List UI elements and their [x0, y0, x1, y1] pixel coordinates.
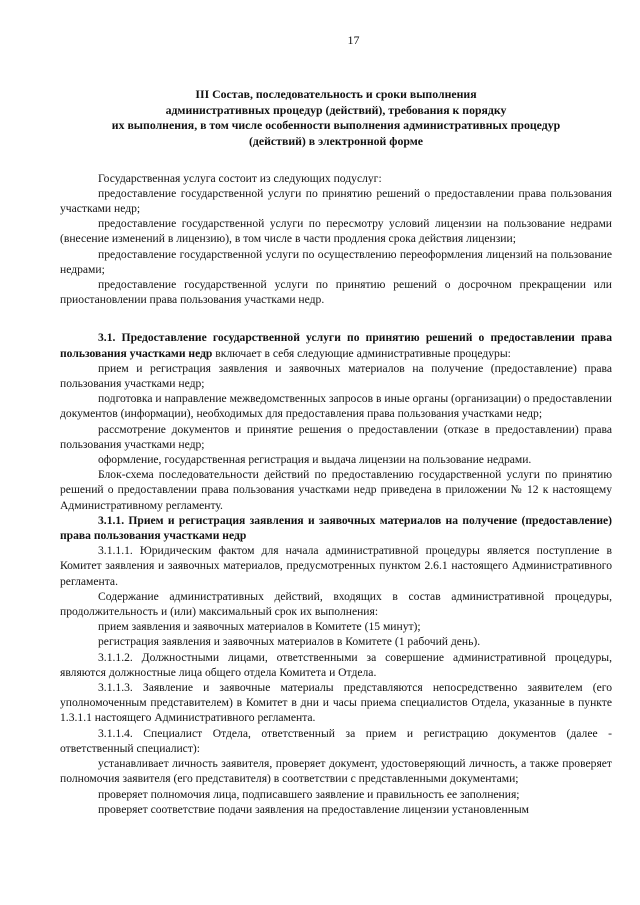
paragraph: Блок-схема последовательности действий по предоставлению государственной услуги по принятию решений о предоставлении права пользования участками недр приведена в приложении № 12 к настоящему Административному регламенту. [60, 468, 612, 512]
paragraph: Государственная услуга состоит из следующих подуслуг: [98, 171, 382, 185]
paragraph: 3.1.1.3. Заявление и заявочные материалы представляются непосредственно заявителем (его уполномоченным представителем) в Комитет в дни и часы приема специалистов Отдела, указанные в пункте 1.3.1.1 настоящего Административного регламента. [60, 681, 612, 725]
paragraph: рассмотрение документов и принятие решения о предоставлении (отказе в предоставлении) права пользования участками недр; [60, 422, 612, 451]
paragraph-rest: включает в себя следующие административные процедуры: [212, 346, 511, 360]
paragraph: прием заявления и заявочных материалов в Комитете (15 минут); [98, 620, 421, 634]
paragraph-3-1 [60, 330, 612, 360]
paragraph: предоставление государственной услуги по пересмотру условий лицензии на пользование недрами (внесение изменений в лицензию), в том числе в части продления срока действия лицензии; [60, 217, 612, 246]
subsection-heading-3-1-1: 3.1.1. Прием и регистрация заявления и заявочных материалов на получение (предоставление) права пользования участками недр [60, 513, 612, 543]
heading-line: их выполнения, в том числе особенности выполнения административных процедур [111, 118, 561, 133]
paragraph: 3.1.1.4. Специалист Отдела, ответственный за прием и регистрацию документов (далее - ответственный специалист): [60, 726, 612, 755]
heading-line: административных процедур (действий), требования к порядку [165, 102, 507, 117]
paragraph: предоставление государственной услуги по принятию решений о досрочном прекращении или приостановлении права пользования участками недр. [60, 278, 612, 307]
paragraph: устанавливает личность заявителя, проверяет документ, удостоверяющий личность, а также проверяет полномочия заявителя (его представителя) в соответствии с представленными документами; [60, 757, 612, 786]
page-number: 17 [347, 33, 360, 47]
paragraph: оформление, государственная регистрация и выдача лицензии на пользование недрами. [98, 453, 532, 467]
paragraph-bold-lead: 3.1. Предоставление государственной услуги по принятию решений о предоставлении права пользования участками недр [60, 331, 612, 360]
paragraph: прием и регистрация заявления и заявочных материалов на получение (предоставление) права пользования участками недр; [60, 361, 612, 391]
paragraph: регистрация заявления и заявочных материалов в Комитете (1 рабочий день). [98, 635, 481, 649]
paragraph: Содержание административных действий, входящих в состав административной процедуры, продолжительность и (или) максимальный срок их выполнения: [60, 589, 612, 619]
paragraph: подготовка и направление межведомственных запросов в иные органы (организации) о предоставлении документов (информации), необходимых для предоставления права пользования участками недр; [60, 392, 612, 421]
paragraph: предоставление государственной услуги по принятию решений о предоставлении права пользования участками недр; [60, 186, 612, 215]
heading-line: III Состав, последовательность и сроки выполнения [195, 87, 477, 102]
paragraph: проверяет полномочия лица, подписавшего заявление и правильность ее заполнения; [98, 787, 520, 801]
paragraph: 3.1.1.2. Должностными лицами, ответственными за совершение административной процедуры, являются должностные лица общего отдела Комитета и Отдела. [60, 650, 612, 679]
section-heading [60, 87, 612, 149]
heading-line: (действий) в электронной форме [248, 133, 423, 148]
paragraph: предоставление государственной услуги по осуществлению переоформления лицензий на пользование недрами; [60, 247, 612, 276]
paragraph: 3.1.1.1. Юридическим фактом для начала административной процедуры является поступление в Комитет заявления и заявочных материалов, предусмотренных пунктом 2.6.1 настоящего Административного регламента. [60, 544, 612, 588]
paragraph: проверяет соответствие подачи заявления на предоставление лицензии установленным [98, 802, 530, 816]
